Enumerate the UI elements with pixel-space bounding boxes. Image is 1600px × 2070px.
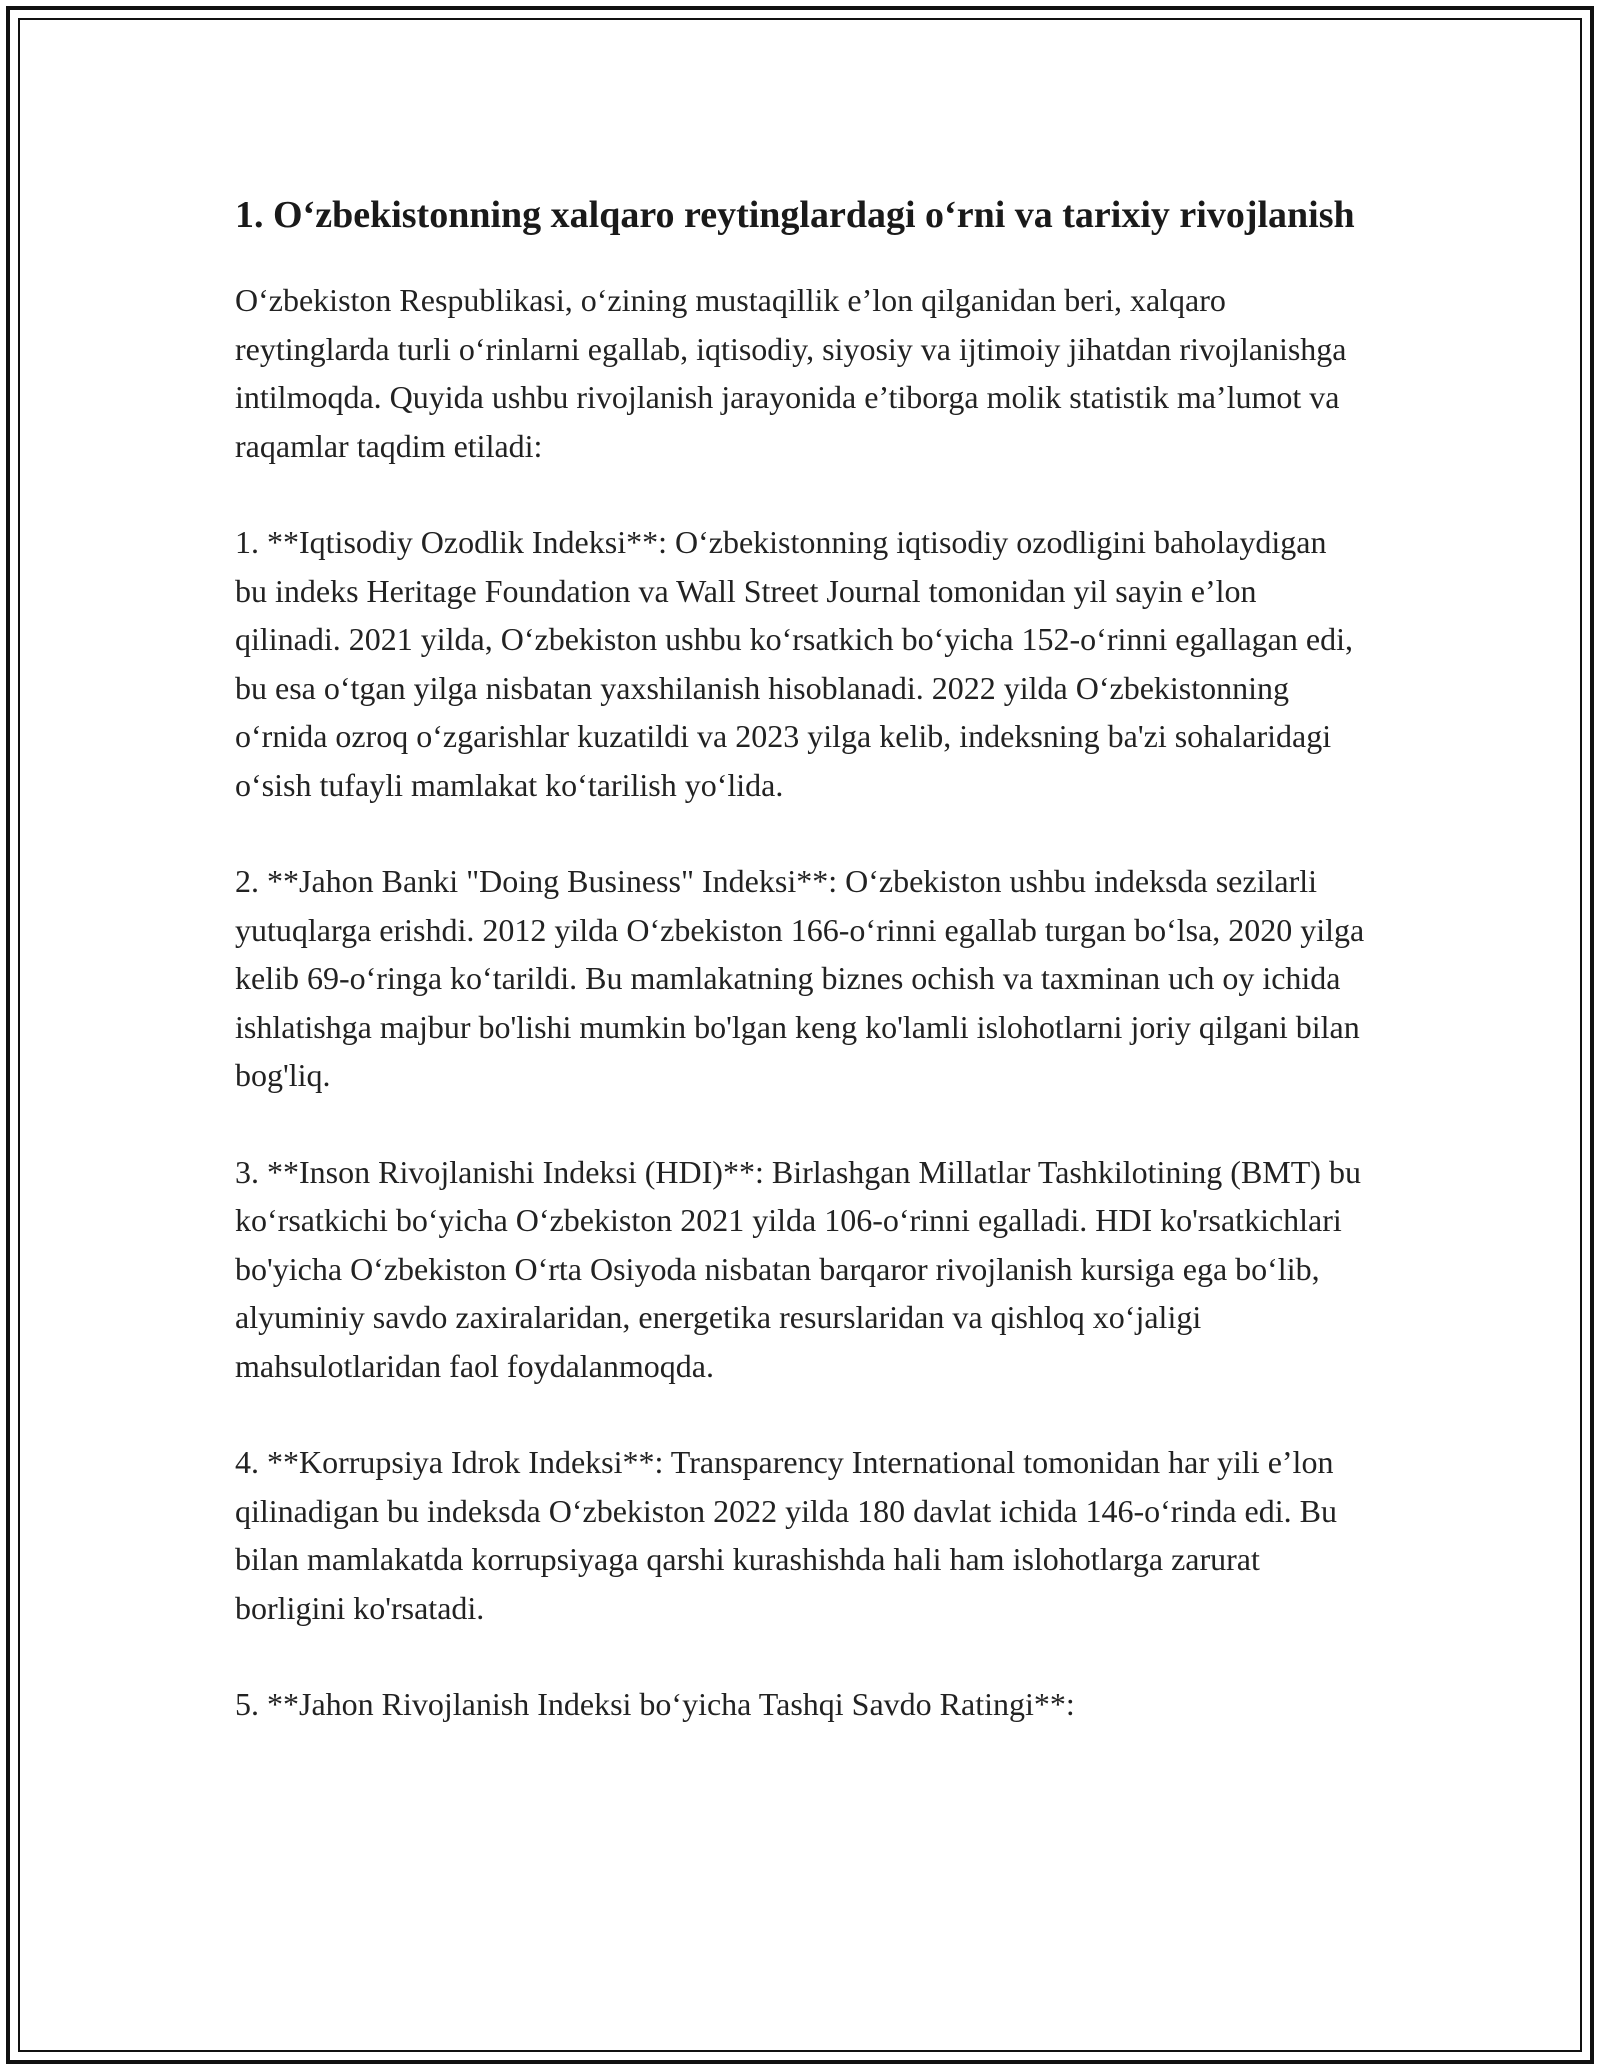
list-item-economic-freedom: 1. **Iqtisodiy Ozodlik Indeksi**: O‘zbekistonning iqtisodiy ozodligini baholaydigan bu indeks Heritage Foundation va Wall Street Journal tomonidan yil sayin e’lon qilinadi. 2021 yilda, O‘zbekiston ushbu ko‘rsatkich bo‘yicha 152-o‘rinni egallagan edi, bu esa o‘tgan yilga nisbatan yaxshilanish hisoblanadi. 2022 yilda O‘zbekistonning o‘rnida ozroq o‘zgarishlar kuzatildi va 2023 yilga kelib, indeksning ba'zi sohalaridagi o‘sish tufayli mamlakat ko‘tarilish yo‘lida. xyxy=(235,524,1353,803)
document-body xyxy=(235,188,1365,1777)
list-item-corruption-index: 4. **Korrupsiya Idrok Indeksi**: Transparency International tomonidan har yili e’lon qilinadigan bu indeksda O‘zbekiston 2022 yilda 180 davlat ichida 146-o‘rinda edi. Bu bilan mamlakatda korrupsiyaga qarshi kurashishda hali ham islohotlarga zarurat borligini ko'rsatadi. xyxy=(235,1444,1337,1626)
list-item-trade-rating: 5. **Jahon Rivojlanish Indeksi bo‘yicha Tashqi Savdo Ratingi**: xyxy=(235,1686,1075,1722)
list-item-doing-business: 2. **Jahon Banki "Doing Business" Indeksi**: O‘zbekiston ushbu indeksda sezilarli yutuqlarga erishdi. 2012 yilda O‘zbekiston 166-o‘rinni egallab turgan bo‘lsa, 2020 yilga kelib 69-o‘ringa ko‘tarildi. Bu mamlakatning biznes ochish va taxminan uch oy ichida ishlatishga majbur bo'lishi mumkin bo'lgan keng ko'lamli islohotlarni joriy qilgani bilan bog'liq. xyxy=(235,863,1365,1093)
intro-paragraph: O‘zbekiston Respublikasi, o‘zining mustaqillik e’lon qilganidan beri, xalqaro reytinglarda turli o‘rinlarni egallab, iqtisodiy, siyosiy va ijtimoiy jihatdan rivojlanishga intilmoqda. Quyida ushbu rivojlanish jarayonida e’tiborga molik statistik ma’lumot va raqamlar taqdim etiladi: xyxy=(235,282,1347,464)
list-item-hdi: 3. **Inson Rivojlanishi Indeksi (HDI)**: Birlashgan Millatlar Tashkilotining (BMT) bu ko‘rsatkichi bo‘yicha O‘zbekiston 2021 yilda 106-o‘rinni egalladi. HDI ko'rsatkichlari bo'yicha O‘zbekiston O‘rta Osiyoda nisbatan barqaror rivojlanish kursiga ega bo‘lib, alyuminiy savdo zaxiralaridan, energetika resurslaridan va qishloq xo‘jaligi mahsulotlaridan faol foydalanmoqda. xyxy=(235,1153,1361,1384)
section-heading: 1. O‘zbekistonning xalqaro reytinglardagi o‘rni va tarixiy rivojlanish xyxy=(235,194,1355,236)
